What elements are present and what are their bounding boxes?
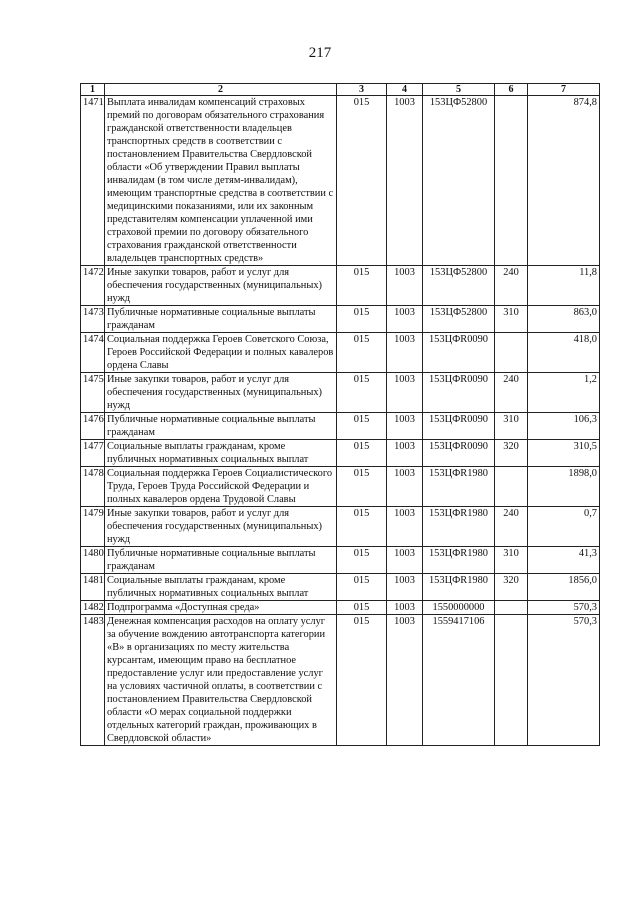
expense-type-code: 310 <box>495 413 528 440</box>
table-row <box>81 574 600 601</box>
row-number: 1476 <box>81 413 105 440</box>
section-code: 1003 <box>387 306 423 333</box>
target-article-code: 153ЦФR0090 <box>423 440 495 467</box>
section-code: 1003 <box>387 266 423 306</box>
table-row <box>81 306 600 333</box>
target-article-code: 1559417106 <box>423 615 495 746</box>
ministry-code: 015 <box>337 96 387 266</box>
ministry-code: 015 <box>337 547 387 574</box>
amount: 310,5 <box>528 440 600 467</box>
row-number: 1471 <box>81 96 105 266</box>
ministry-code: 015 <box>337 574 387 601</box>
ministry-code: 015 <box>337 266 387 306</box>
column-header: 5 <box>423 84 495 96</box>
ministry-code: 015 <box>337 306 387 333</box>
section-code: 1003 <box>387 413 423 440</box>
row-number: 1480 <box>81 547 105 574</box>
section-code: 1003 <box>387 96 423 266</box>
table-row <box>81 615 600 746</box>
expense-name: Публичные нормативные социальные выплаты гражданам <box>105 306 337 333</box>
target-article-code: 153ЦФR1980 <box>423 507 495 547</box>
table-row <box>81 96 600 266</box>
expense-name: Иные закупки товаров, работ и услуг для обеспечения государственных (муниципальных) нужд <box>105 266 337 306</box>
amount: 41,3 <box>528 547 600 574</box>
ministry-code: 015 <box>337 373 387 413</box>
expense-type-code <box>495 333 528 373</box>
expense-type-code: 310 <box>495 306 528 333</box>
amount: 1856,0 <box>528 574 600 601</box>
section-code: 1003 <box>387 574 423 601</box>
target-article-code: 153ЦФR1980 <box>423 467 495 507</box>
table-row <box>81 333 600 373</box>
ministry-code: 015 <box>337 333 387 373</box>
table-row <box>81 266 600 306</box>
amount: 106,3 <box>528 413 600 440</box>
budget-table <box>80 83 600 746</box>
header-row <box>81 84 600 96</box>
amount: 874,8 <box>528 96 600 266</box>
expense-name: Социальная поддержка Героев Советского Союза, Героев Российской Федерации и полных кавалеров ордена Славы <box>105 333 337 373</box>
table-row <box>81 413 600 440</box>
row-number: 1477 <box>81 440 105 467</box>
amount: 11,8 <box>528 266 600 306</box>
expense-name: Подпрограмма «Доступная среда» <box>105 601 337 615</box>
row-number: 1478 <box>81 467 105 507</box>
row-number: 1481 <box>81 574 105 601</box>
row-number: 1483 <box>81 615 105 746</box>
ministry-code: 015 <box>337 467 387 507</box>
ministry-code: 015 <box>337 440 387 467</box>
section-code: 1003 <box>387 507 423 547</box>
ministry-code: 015 <box>337 413 387 440</box>
section-code: 1003 <box>387 440 423 467</box>
expense-name: Выплата инвалидам компенсаций страховых премий по договорам обязательного страхования гражданской ответственности владельцев транспортных средств в соответствии с постановлением Правительства Свердловской области «Об утверждении Правил выплаты инвалидам (в том числе детям-инвалидам), имеющим транспортные средства в соответствии с медицинскими показаниями, или их законным представителям компенсации уплаченной ими страховой премии по договору обязательного страхования гражданской ответственности владельцев транспортных средств» <box>105 96 337 266</box>
expense-type-code <box>495 467 528 507</box>
target-article-code: 153ЦФR0090 <box>423 373 495 413</box>
column-header: 1 <box>81 84 105 96</box>
amount: 1,2 <box>528 373 600 413</box>
row-number: 1475 <box>81 373 105 413</box>
table-row <box>81 547 600 574</box>
column-header: 4 <box>387 84 423 96</box>
amount: 418,0 <box>528 333 600 373</box>
amount: 570,3 <box>528 615 600 746</box>
section-code: 1003 <box>387 373 423 413</box>
row-number: 1482 <box>81 601 105 615</box>
row-number: 1473 <box>81 306 105 333</box>
section-code: 1003 <box>387 467 423 507</box>
expense-type-code <box>495 615 528 746</box>
section-code: 1003 <box>387 615 423 746</box>
expense-name: Публичные нормативные социальные выплаты гражданам <box>105 547 337 574</box>
amount: 863,0 <box>528 306 600 333</box>
expense-type-code: 310 <box>495 547 528 574</box>
section-code: 1003 <box>387 601 423 615</box>
expense-name: Социальная поддержка Героев Социалистического Труда, Героев Труда Российской Федерации и полных кавалеров ордена Трудовой Славы <box>105 467 337 507</box>
ministry-code: 015 <box>337 507 387 547</box>
column-header: 2 <box>105 84 337 96</box>
target-article-code: 153ЦФR0090 <box>423 413 495 440</box>
table-row <box>81 467 600 507</box>
table-row <box>81 507 600 547</box>
expense-name: Публичные нормативные социальные выплаты гражданам <box>105 413 337 440</box>
amount: 570,3 <box>528 601 600 615</box>
column-header: 3 <box>337 84 387 96</box>
section-code: 1003 <box>387 333 423 373</box>
row-number: 1474 <box>81 333 105 373</box>
table-row <box>81 373 600 413</box>
target-article-code: 153ЦФR0090 <box>423 333 495 373</box>
expense-type-code: 320 <box>495 574 528 601</box>
row-number: 1479 <box>81 507 105 547</box>
amount: 0,7 <box>528 507 600 547</box>
target-article-code: 153ЦФR1980 <box>423 574 495 601</box>
amount: 1898,0 <box>528 467 600 507</box>
target-article-code: 153ЦФ52800 <box>423 306 495 333</box>
column-header: 6 <box>495 84 528 96</box>
table-row <box>81 601 600 615</box>
column-header: 7 <box>528 84 600 96</box>
page-number: 217 <box>308 45 332 61</box>
section-code: 1003 <box>387 547 423 574</box>
expense-type-code: 240 <box>495 266 528 306</box>
expense-type-code <box>495 96 528 266</box>
expense-name: Социальные выплаты гражданам, кроме публичных нормативных социальных выплат <box>105 440 337 467</box>
row-number: 1472 <box>81 266 105 306</box>
expense-type-code: 240 <box>495 373 528 413</box>
table-row <box>81 440 600 467</box>
expense-type-code: 320 <box>495 440 528 467</box>
target-article-code: 1550000000 <box>423 601 495 615</box>
target-article-code: 153ЦФ52800 <box>423 96 495 266</box>
expense-name: Иные закупки товаров, работ и услуг для обеспечения государственных (муниципальных) нужд <box>105 507 337 547</box>
ministry-code: 015 <box>337 615 387 746</box>
expense-name: Денежная компенсация расходов на оплату услуг за обучение вождению автотранспорта категории «В» в организациях по месту жительства курсантам, имеющим право на бесплатное предоставление услуг или предоставление услуг на условиях частичной оплаты, в соответствии с постановлением Правительства Свердловской области «О мерах социальной поддержки отдельных категорий граждан, проживающих в Свердловской области» <box>105 615 337 746</box>
target-article-code: 153ЦФ52800 <box>423 266 495 306</box>
expense-name: Иные закупки товаров, работ и услуг для обеспечения государственных (муниципальных) нужд <box>105 373 337 413</box>
expense-name: Социальные выплаты гражданам, кроме публичных нормативных социальных выплат <box>105 574 337 601</box>
target-article-code: 153ЦФR1980 <box>423 547 495 574</box>
ministry-code: 015 <box>337 601 387 615</box>
expense-type-code: 240 <box>495 507 528 547</box>
expense-type-code <box>495 601 528 615</box>
